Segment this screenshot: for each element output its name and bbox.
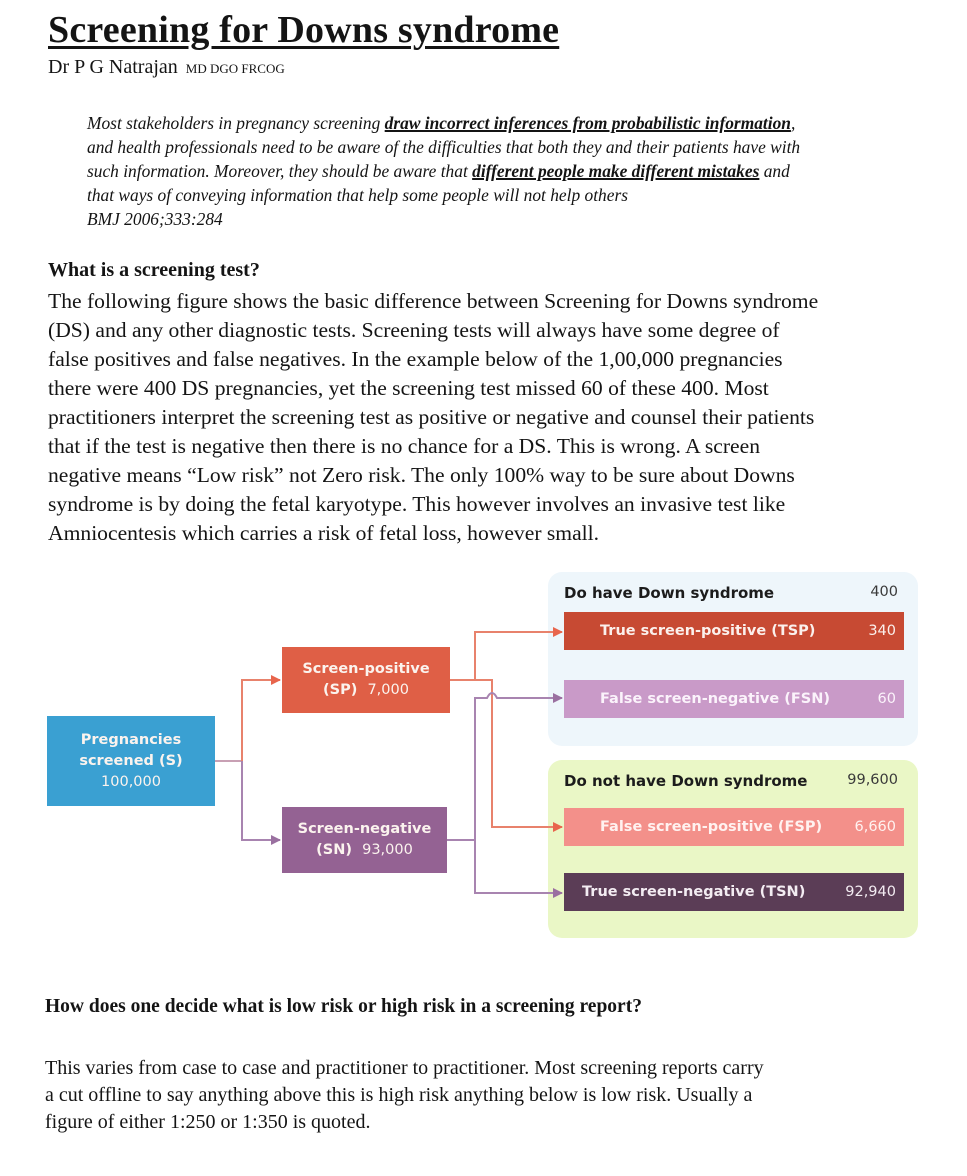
bar-true-screen-positive: True screen-positive (TSP) 340 <box>564 612 904 650</box>
quote-citation: BMJ 2006;333:284 <box>87 209 223 229</box>
box-pregnancies-screened: Pregnancies screened (S) 100,000 <box>47 716 215 806</box>
bar-false-screen-negative: False screen-negative (FSN) 60 <box>564 680 904 718</box>
body-line: negative means “Low risk” not Zero risk. The only 100% way to be sure about Downs <box>48 463 795 487</box>
body-line: a cut offline to say anything above this is high risk anything below is low risk. Usually a <box>45 1084 753 1106</box>
section-body-risk <box>45 1055 960 1136</box>
panel-title: Do not have Down syndrome <box>564 772 808 790</box>
author-name: Dr P G Natrajan <box>48 56 178 78</box>
quote-line: and health professionals need to be aware of the difficulties that both they and their patients have with <box>87 137 801 157</box>
screen-negative-count: 93,000 <box>362 842 413 858</box>
panel-count: 99,600 <box>847 772 898 788</box>
quote-emphasis: draw incorrect inferences from probabilistic information <box>384 113 791 133</box>
bar-true-screen-negative: True screen-negative (TSN) 92,940 <box>564 873 904 911</box>
body-line: figure of either 1:250 or 1:350 is quoted. <box>45 1111 371 1133</box>
box-screen-negative: Screen-negative (SN) 93,000 <box>282 807 447 873</box>
screen-positive-count: 7,000 <box>367 682 409 698</box>
body-line: that if the test is negative then there is no chance for a DS. This is wrong. A screen <box>48 434 761 458</box>
body-line: This varies from case to case and practitioner to practitioner. Most screening reports carry <box>45 1057 764 1079</box>
quote-line: that ways of conveying information that help some people will not help others <box>87 185 628 205</box>
quote-line: such information. Moreover, they should be aware that different people make different mistakes and <box>87 161 790 181</box>
pregnancies-count: 100,000 <box>101 773 161 790</box>
bmj-quote <box>87 111 957 231</box>
body-line: false positives and false negatives. In the example below of the 1,00,000 pregnancies <box>48 347 783 371</box>
section-heading-risk: How does one decide what is low risk or high risk in a screening report? <box>45 996 642 1017</box>
body-line: syndrome is by doing the fetal karyotype. This however involves an invasive test like <box>48 492 786 516</box>
section-body-screening-test <box>48 287 958 548</box>
section-heading-screening-test: What is a screening test? <box>48 259 260 281</box>
author-line <box>48 56 285 79</box>
document-title: Screening for Downs syndrome <box>48 9 560 51</box>
body-line: The following figure shows the basic difference between Screening for Downs syndrome <box>48 289 819 313</box>
box-screen-positive: Screen-positive (SP) 7,000 <box>282 647 450 713</box>
author-qualifications: MD DGO FRCOG <box>185 61 285 76</box>
body-line: practitioners interpret the screening test as positive or negative and counsel their patients <box>48 405 815 429</box>
body-line: (DS) and any other diagnostic tests. Screening tests will always have some degree of <box>48 318 780 342</box>
bar-false-screen-positive: False screen-positive (FSP) 6,660 <box>564 808 904 846</box>
quote-emphasis: different people make different mistakes <box>472 161 760 181</box>
panel-count: 400 <box>870 584 898 600</box>
panel-title: Do have Down syndrome <box>564 584 775 602</box>
body-line: there were 400 DS pregnancies, yet the screening test missed 60 of these 400. Most <box>48 376 769 400</box>
quote-line: Most stakeholders in pregnancy screening draw incorrect inferences from probabilistic information, <box>87 113 796 133</box>
body-line: Amniocentesis which carries a risk of fetal loss, however small. <box>48 521 600 545</box>
screening-flow-diagram <box>0 560 967 980</box>
